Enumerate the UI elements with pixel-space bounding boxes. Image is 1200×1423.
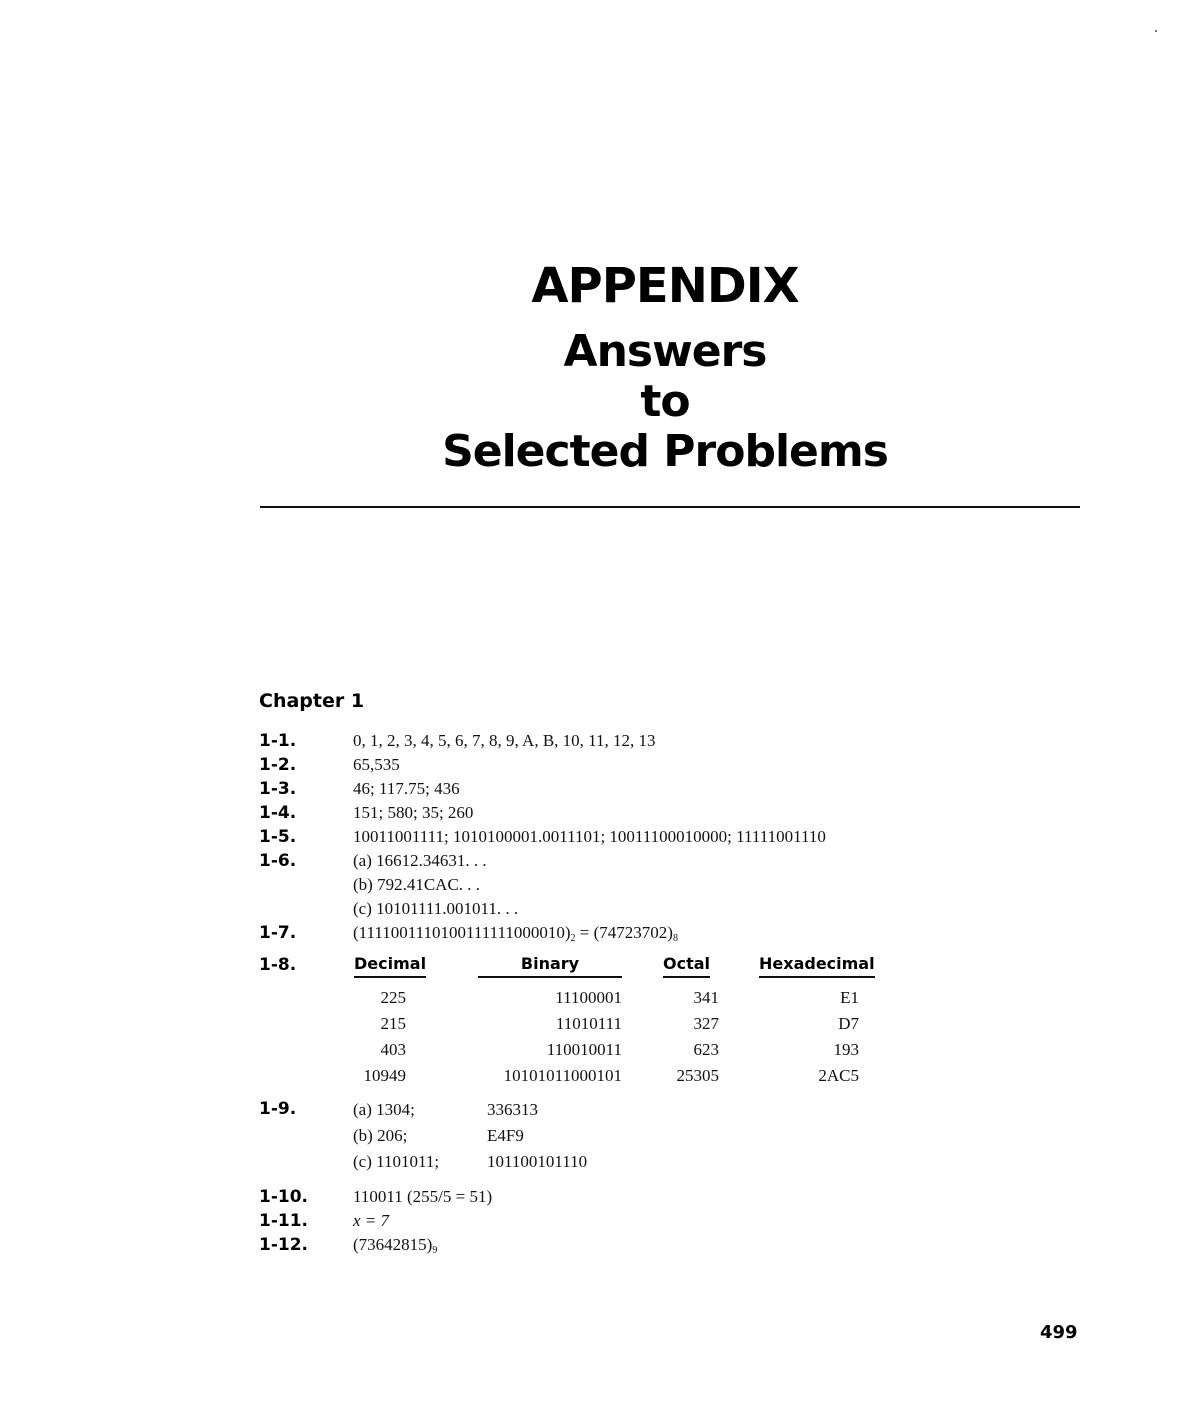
answer-line: (a) 16612.34631. . . [353,851,487,870]
cell-octal: 327 [693,1014,719,1033]
base-subscript: 9 [432,1245,438,1256]
cell-hex: D7 [838,1014,859,1033]
problem-number: 1-4. [259,803,297,823]
answer-line: 110011 (255/5 = 51) [353,1187,493,1206]
remaining-problems [259,1185,1059,1257]
part-b-result: E4F9 [487,1126,524,1145]
problem-1-12 [259,1233,1059,1257]
cell-octal: 341 [693,988,719,1007]
problem-number: 1-5. [259,827,297,847]
cell-decimal: 225 [380,988,406,1007]
title-rule [260,506,1080,508]
problem-number: 1-8. [259,955,297,975]
octal-value: = (74723702) [575,923,673,942]
problem-number: 1-7. [259,923,297,943]
part-a-result: 336313 [487,1100,538,1119]
title-answers: Answers [563,326,767,377]
base-subscript: 2 [570,933,576,944]
part-c-result: 101100101110 [487,1152,588,1171]
header-binary: Binary [478,953,622,978]
answer-line: 10011001111; 1010100001.0011101; 10011100010000; 11111001110 [353,827,826,846]
base-subscript: 8 [672,933,678,944]
problem-number: 1-6. [259,851,297,871]
problem-number: 1-11. [259,1211,308,1231]
part-c: (c) 1101011; [353,1152,440,1171]
scan-speck [1155,30,1157,32]
problem-1-7 [259,921,1059,945]
appendix-title [260,258,1080,477]
problem-number: 1-1. [259,731,297,751]
problem-number: 1-9. [259,1099,297,1119]
answer-line: 46; 117.75; 436 [353,779,460,798]
cell-decimal: 10949 [363,1066,406,1085]
title-selected-problems: Selected Problems [442,426,888,477]
header-decimal: Decimal [354,953,426,978]
problem-1-6 [259,849,1059,921]
answer-line [353,921,1059,945]
part-b: (b) 206; [353,1126,408,1145]
cell-hex: 2AC5 [818,1066,859,1085]
answer-line: (c) 10101111.001011. . . [353,899,519,918]
answer-line: (b) 792.41CAC. . . [353,875,481,894]
answer-line: 0, 1, 2, 3, 4, 5, 6, 7, 8, 9, A, B, 10, 11, 12, 13 [353,731,656,750]
answer-line: x = 7 [353,1211,390,1230]
cell-hex: E1 [840,988,859,1007]
problem-number: 1-3. [259,779,297,799]
problem-list [259,729,1059,1257]
chapter-heading: Chapter 1 [259,690,365,712]
problem-1-9 [259,1097,1059,1177]
answer-line: 65,535 [353,755,400,774]
cell-decimal: 403 [380,1040,406,1059]
problem-1-3 [259,777,1059,801]
problem-1-2 [259,753,1059,777]
cell-binary: 11010111 [555,1014,622,1033]
page-number: 499 [1040,1322,1078,1343]
cell-hex: 193 [833,1040,859,1059]
header-octal: Octal [663,953,710,978]
cell-octal: 623 [693,1040,719,1059]
problem-1-5 [259,825,1059,849]
binary-value: (1111001110100111111000010) [353,923,571,942]
cell-binary: 10101011000101 [503,1066,622,1085]
part-a: (a) 1304; [353,1100,415,1119]
problem-number: 1-2. [259,755,297,775]
problem-number: 1-12. [259,1235,308,1255]
cell-octal: 25305 [676,1066,719,1085]
problem-number: 1-10. [259,1187,308,1207]
header-hexadecimal: Hexadecimal [759,953,875,978]
title-appendix: APPENDIX [531,258,799,314]
problem-1-4 [259,801,1059,825]
answer-line [353,1233,1059,1257]
problem-1-11 [259,1209,1059,1233]
cell-binary: 11100001 [555,988,622,1007]
cell-binary: 110010011 [546,1040,622,1059]
title-to: to [640,376,690,427]
problem-1-8 [259,951,1059,1093]
answer-line: 151; 580; 35; 260 [353,803,474,822]
problem-1-1 [259,729,1059,753]
cell-decimal: 215 [380,1014,406,1033]
problem-1-10 [259,1185,1059,1209]
answer-value: (73642815) [353,1235,433,1254]
